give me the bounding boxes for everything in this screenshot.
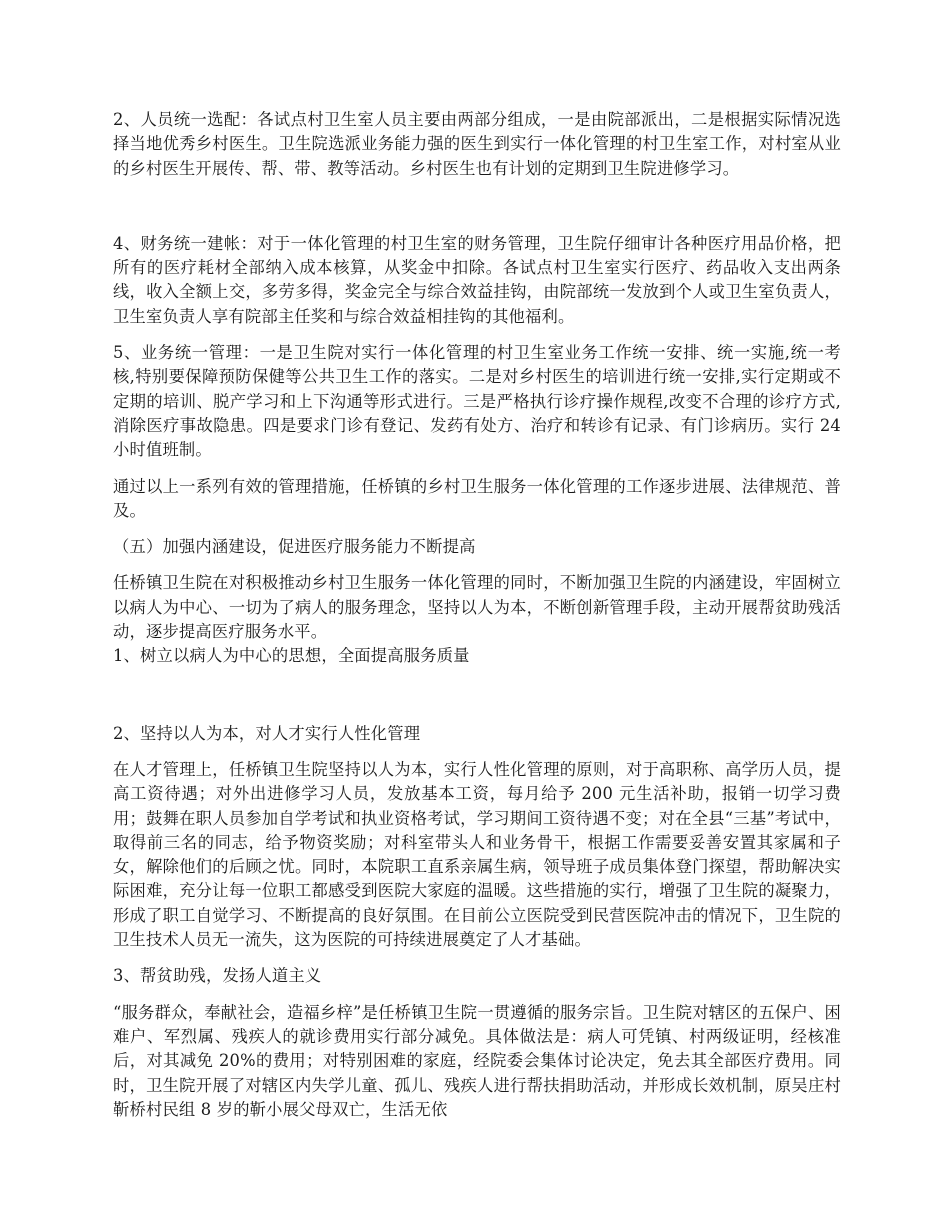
paragraph-summary: 通过以上一系列有效的管理措施，任桥镇的乡村卫生服务一体化管理的工作逐步进展、法律规范、普及。 xyxy=(113,476,841,520)
document-body xyxy=(113,108,841,1122)
paragraph-finance: 4、财务统一建帐：对于一体化管理的村卫生室的财务管理，卫生院仔细审计各种医疗用品价格，把所有的医疗耗材全部纳入成本核算，从奖金中扣除。各试点村卫生室实行医疗、药品收入支出两条线，收入全额上交，多劳多得，奖金完全与综合效益挂钩，由院部统一发放到个人或卫生室负责人，卫生室负责人享有院部主任奖和与综合效益相挂钩的其他福利。 xyxy=(113,233,841,326)
paragraph-business-management: 5、业务统一管理：一是卫生院对实行一体化管理的村卫生室业务工作统一安排、统一实施,统一考核,特别要保障预防保健等公共卫生工作的落实。二是对乡村医生的培训进行统一安排,实行定期或不定期的培训、脱产学习和上下沟通等形式进行。三是严格执行诊疗操作规程,改变不合理的诊疗方式,消除医疗事故隐患。四是要求门诊有登记、发药有处方、治疗和转诊有记录、有门诊病历。实行 24 小时值班制。 xyxy=(113,343,841,460)
subheading-poverty-assistance: 3、帮贫助残，发扬人道主义 xyxy=(113,966,322,986)
paragraph-service-tenet: “服务群众，奉献社会，造福乡梓”是任桥镇卫生院一贯遵循的服务宗旨。卫生院对辖区的五保户、困难户、军烈属、残疾人的就诊费用实行部分减免。具体做法是：病人可凭镇、村两级证明，经核准后，对其减免 20%的费用；对特别困难的家庭，经院委会集体讨论决定，免去其全部医疗费用。同时，卫生院开展了对辖区内失学儿童、孤儿、残疾人进行帮扶捐助活动，并形成长效机制，原吴庄村靳桥村民组 8 岁的靳小展父母双亡，生活无依 xyxy=(113,1002,841,1119)
paragraph-connotation-intro: 任桥镇卫生院在对积极推动乡村卫生服务一体化管理的同时，不断加强卫生院的内涵建设，牢固树立以病人为中心、一切为了病人的服务理念，坚持以人为本，不断创新管理手段，主动开展帮贫助残活动，逐步提高医疗服务水平。 xyxy=(113,573,841,642)
paragraph-staffing: 2、人员统一选配：各试点村卫生室人员主要由两部分组成，一是由院部派出，二是根据实际情况选择当地优秀乡村医生。卫生院选派业务能力强的医生到实行一体化管理的村卫生室工作，对村室从业的乡村医生开展传、帮、带、教等活动。乡村医生也有计划的定期到卫生院进修学习。 xyxy=(113,110,841,178)
paragraph-talent-management: 在人才管理上，任桥镇卫生院坚持以人为本，实行人性化管理的原则，对于高职称、高学历人员，提高工资待遇；对外出进修学习人员，发放基本工资，每月给予 200 元生活补助，报销一切学习费用；鼓舞在职人员参加自学考试和执业资格考试，学习期间工资待遇不变；对在全县“三基”考试中，取得前三名的同志，给予物资奖励；对科室带头人和业务骨干，根据工作需要妥善安置其家属和子女，解除他们的后顾之忧。同时，本院职工直系亲属生病，领导班子成员集体登门探望，帮助解决实际困难，充分让每一位职工都感受到医院大家庭的温暖。这些措施的实行，增强了卫生院的凝聚力，形成了职工自觉学习、不断提高的良好氛围。在目前公立医院受到民营医院冲击的情况下，卫生院的卫生技术人员无一流失，这为医院的可持续进展奠定了人才基础。 xyxy=(113,759,841,950)
subheading-people-oriented: 2、坚持以人为本，对人才实行人性化管理 xyxy=(113,723,421,743)
section-heading-connotation: （五）加强内涵建设，促进医疗服务能力不断提高 xyxy=(113,537,476,557)
subheading-patient-centered: 1、树立以病人为中心的思想，全面提高服务质量 xyxy=(113,646,470,666)
